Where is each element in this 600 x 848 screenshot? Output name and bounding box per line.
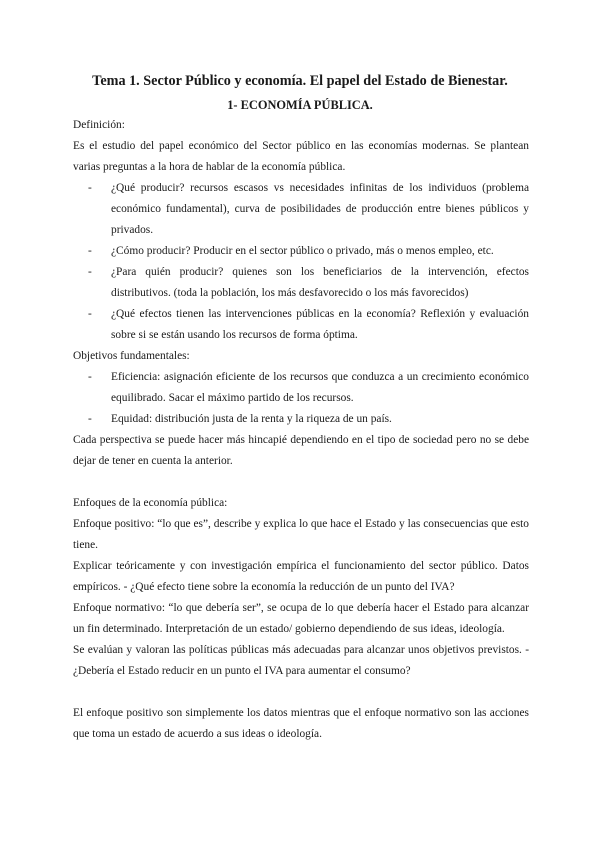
bullet-marker: - xyxy=(88,308,92,320)
objectives-closing: Cada perspectiva se puede hacer más hincapié dependiendo en el tipo de sociedad pero no se debe dejar de tener en cuenta la anterior. xyxy=(73,434,529,467)
approach-paragraph: Enfoque normativo: “lo que debería ser”, se ocupa de lo que debería hacer el Estado para alcanzar un fin determinado. Interpretación de un estado/ gobierno dependiendo de sus ideas, ideología. xyxy=(73,602,529,635)
bullet-marker: - xyxy=(88,266,92,278)
list-item xyxy=(73,304,529,346)
bullet-marker: - xyxy=(88,182,92,194)
list-item-text: Eficiencia: asignación eficiente de los recursos que conduzca a un crecimiento económico equilibrado. Sacar el máximo partido de los recursos. xyxy=(111,371,529,404)
page-title: Tema 1. Sector Público y economía. El papel del Estado de Bienestar. xyxy=(92,73,508,89)
list-item xyxy=(73,241,529,262)
definition-question-list xyxy=(73,178,529,346)
list-item xyxy=(73,409,529,430)
bullet-marker: - xyxy=(88,413,92,425)
list-item-text: ¿Cómo producir? Producir en el sector público o privado, más o menos empleo, etc. xyxy=(111,245,494,257)
definition-text: Es el estudio del papel económico del Sector público en las economías modernas. Se plantean varias preguntas a la hora de hablar de la economía pública. xyxy=(73,140,529,173)
document-body xyxy=(73,115,529,745)
approach-paragraph: Explicar teóricamente y con investigación empírica el funcionamiento del sector público. Datos empíricos. - ¿Qué efecto tiene sobre la economía la reducción de un punto del IVA? xyxy=(73,560,529,593)
paragraph-spacer xyxy=(73,682,529,703)
list-item xyxy=(73,367,529,409)
approaches-label: Enfoques de la economía pública: xyxy=(73,497,228,509)
approach-paragraph: Se evalúan y valoran las políticas públicas más adecuadas para alcanzar unos objetivos previstos. - ¿Debería el Estado reducir en un punto el IVA para aumentar el consumo? xyxy=(73,644,529,677)
list-item xyxy=(73,262,529,304)
list-item-text: ¿Qué producir? recursos escasos vs necesidades infinitas de los individuos (problema económico fundamental), curva de posibilidades de producción entre bienes públicos y privados. xyxy=(111,182,529,236)
objectives-list xyxy=(73,367,529,430)
list-item-text: Equidad: distribución justa de la renta y la riqueza de un país. xyxy=(111,413,392,425)
bullet-marker: - xyxy=(88,371,92,383)
bullet-marker: - xyxy=(88,245,92,257)
section-heading: 1- ECONOMÍA PÚBLICA. xyxy=(227,98,373,112)
list-item xyxy=(73,178,529,241)
approaches-conclusion: El enfoque positivo son simplemente los datos mientras que el enfoque normativo son las acciones que toma un estado de acuerdo a sus ideas o ideología. xyxy=(73,707,529,740)
list-item-text: ¿Qué efectos tienen las intervenciones públicas en la economía? Reflexión y evaluación sobre si se están usando los recursos de forma óptima. xyxy=(111,308,529,341)
objectives-label: Objetivos fundamentales: xyxy=(73,350,190,362)
paragraph-spacer xyxy=(73,472,529,493)
list-item-text: ¿Para quién producir? quienes son los beneficiarios de la intervención, efectos distributivos. (toda la población, los más desfavorecido o los más favorecidos) xyxy=(111,266,529,299)
definition-label: Definición: xyxy=(73,119,125,131)
approach-paragraph: Enfoque positivo: “lo que es”, describe y explica lo que hace el Estado y las consecuencias que esto tiene. xyxy=(73,518,529,551)
